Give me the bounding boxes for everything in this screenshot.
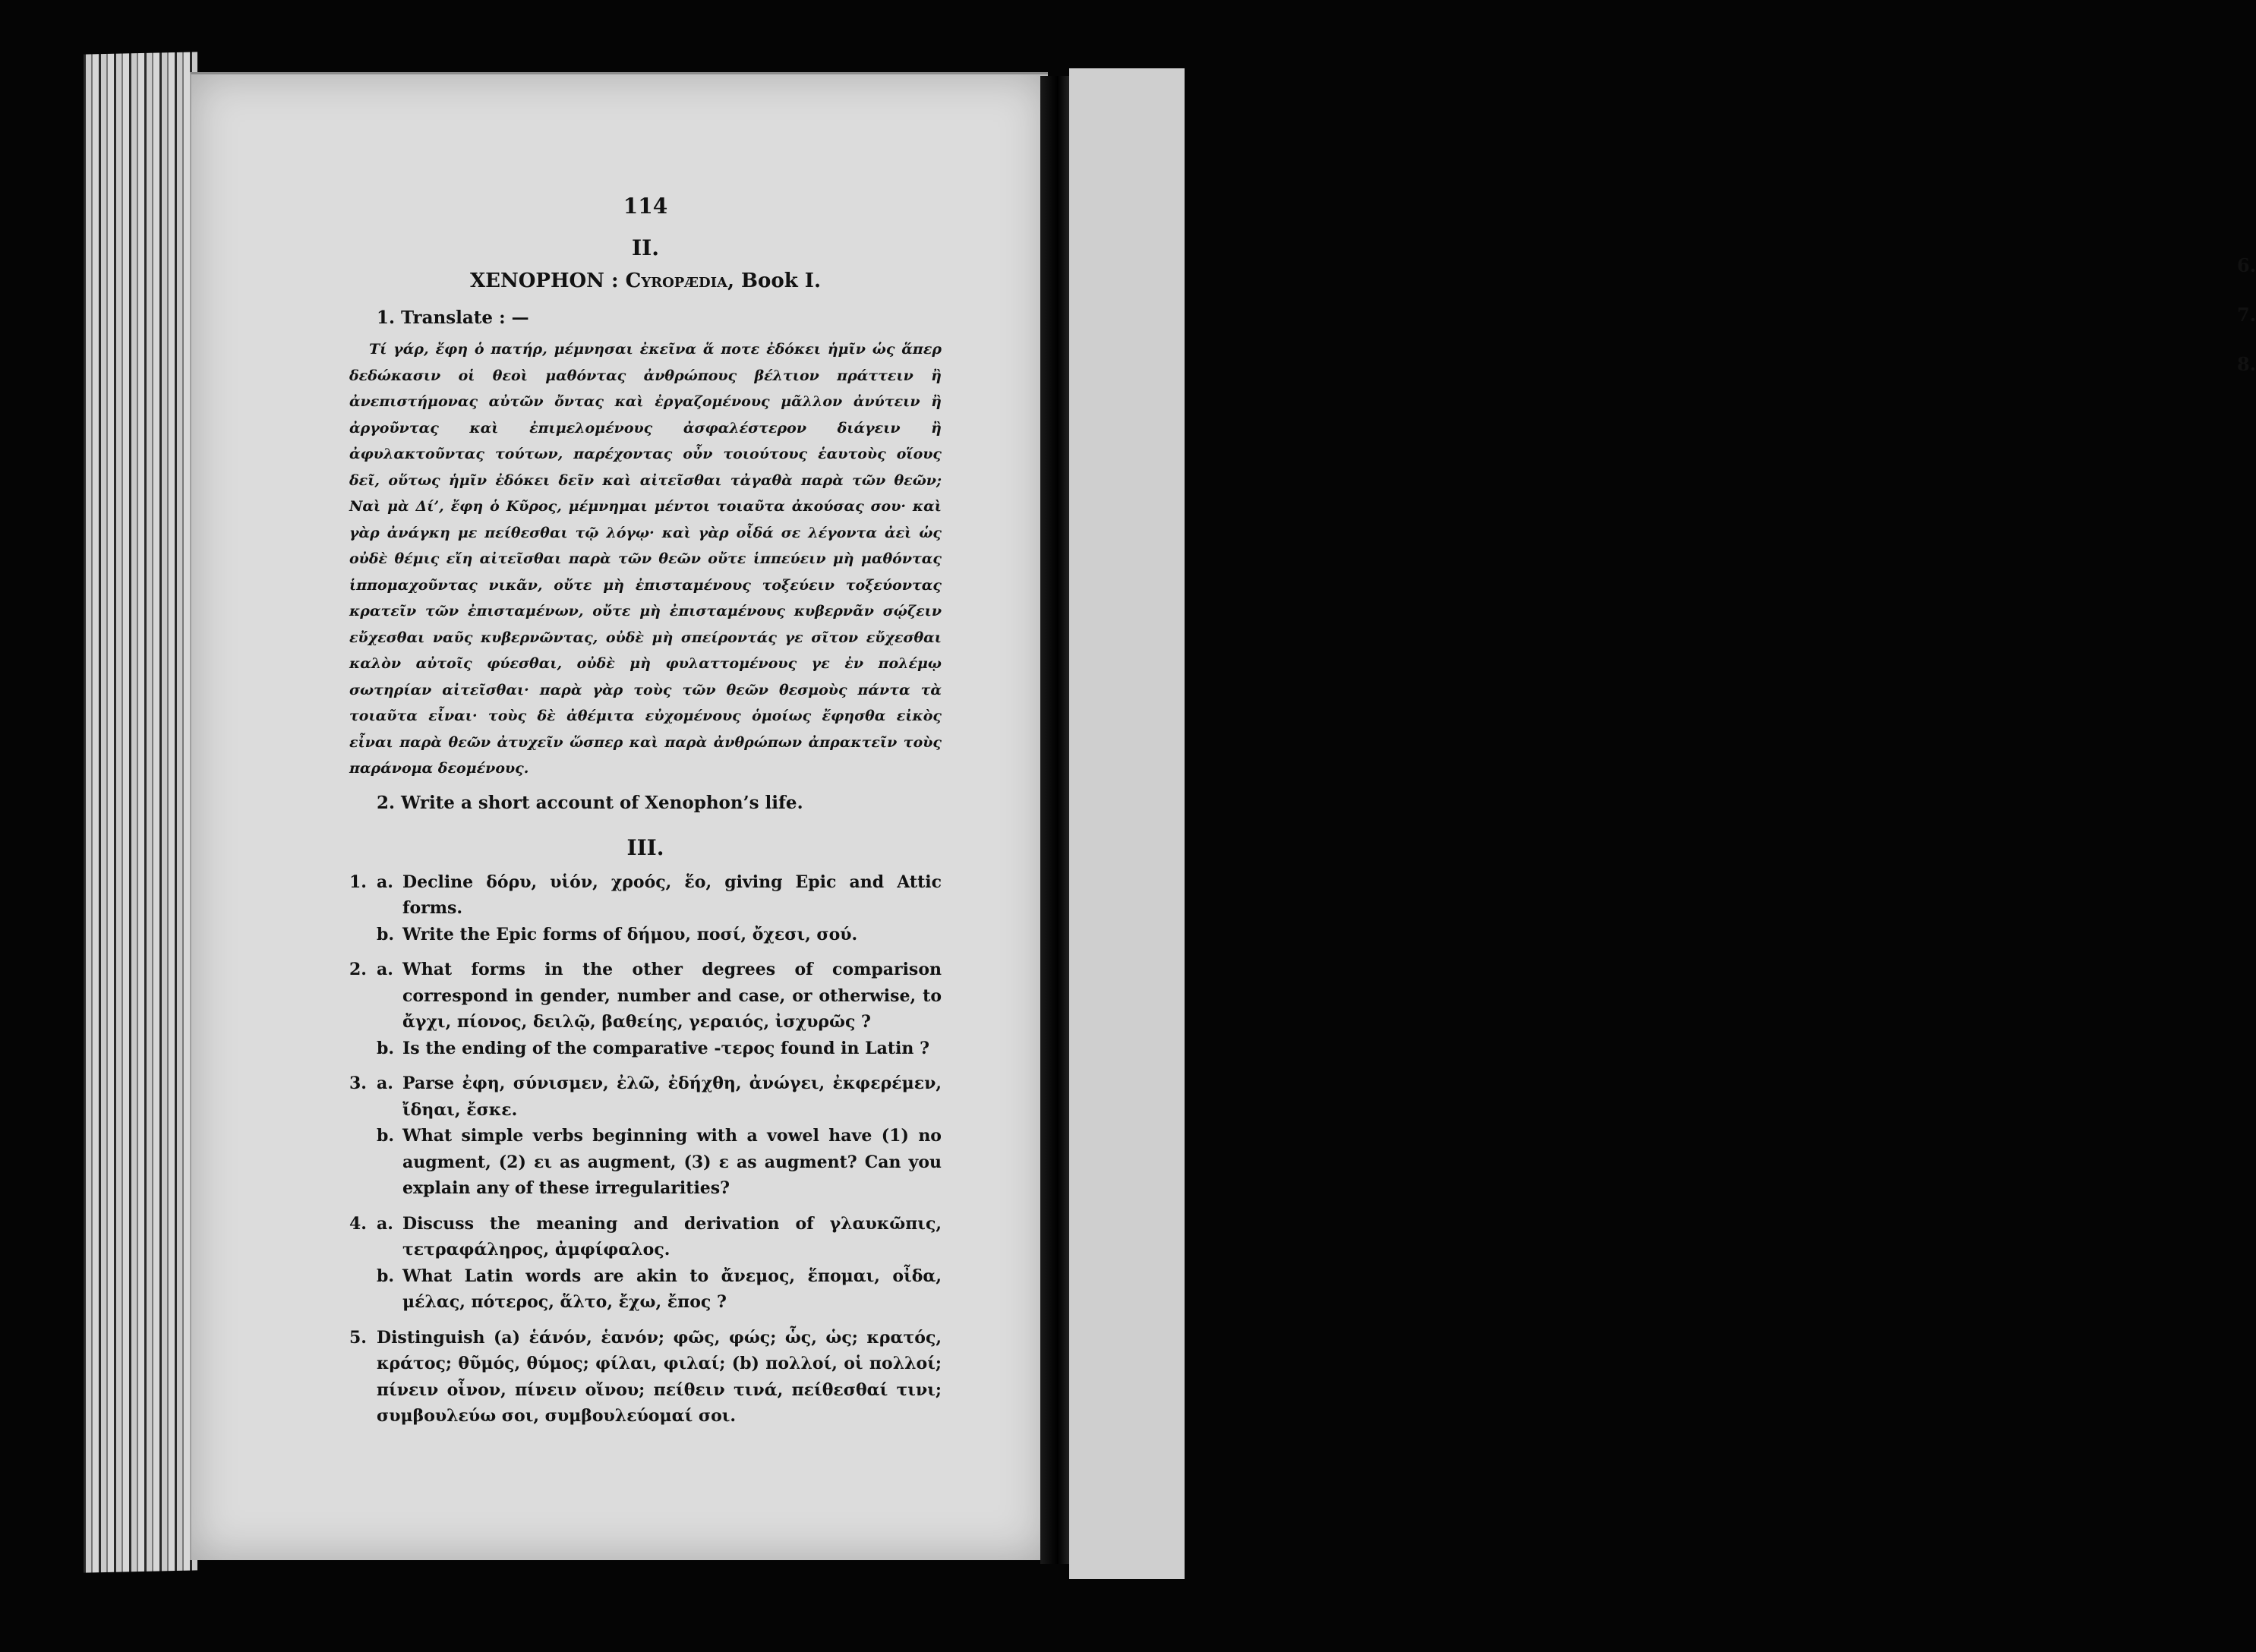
- item-text: Parse ἐφη, σύνισμεν, ἐλῶ, ἐδήχθη, ἀνώγει, ἐκφερέμεν, ἴδηαι, ἔσκε.: [402, 1073, 942, 1120]
- question-text: Write a short account of Xenophon’s life.: [401, 792, 803, 813]
- greek-passage: Τί γάρ, ἔφη ὁ πατήρ, μέμνησαι ἐκεῖνα ἅ ποτε ἐδόκει ἡμῖν ὡς ἅπερ δεδώκασιν οἱ θεοὶ μαθόντας ἀνθρώπους βέλτιον πράττειν ἢ ἀνεπιστήμονας αὐτῶν ὄντας καὶ ἐργαζομένους μᾶλλον ἀνύτειν ἢ ἀργοῦντας καὶ ἐπιμελομένους ἀσφαλέστερον διάγειν ἢ ἀφυλακτοῦντας τούτων, παρέχοντας οὖν τοιούτους ἑαυτοὺς οἵους δεῖ, οὕτως ἡμῖν ἐδόκει δεῖν καὶ αἰτεῖσθαι τἀγαθὰ παρὰ τῶν θεῶν; Ναὶ μὰ Δί’, ἔφη ὁ Κῦρος, μέμνημαι μέντοι τοιαῦτα ἀκούσας σου· καὶ γὰρ ἀνάγκη με πείθεσθαι τῷ λόγῳ· καὶ γὰρ οἶδά σε λέγοντα ἀεὶ ὡς οὐδὲ θέμις εἴη αἰτεῖσθαι παρὰ τῶν θεῶν οὔτε ἱππεύειν μὴ μαθόντας ἱππομαχοῦντας νικᾶν, οὔτε μὴ ἐπισταμένους τοξεύειν τοξεύοντας κρατεῖν τῶν ἐπισταμένων, οὔτε μὴ ἐπισταμένους κυβερνᾶν σῴζειν εὔχεσθαι ναῦς κυβερνῶντας, οὐδὲ μὴ σπείροντάς γε σῖτον εὔχεσθαι καλὸν αὐτοῖς φύεσθαι, οὐδὲ μὴ φυλαττομένους γε ἐν πολέμῳ σωτηρίαν αἰτεῖσθαι· παρὰ γὰρ τοὺς τῶν θεῶν θεσμοὺς πάντα τὰ τοιαῦτα εἶναι· τοὺς δὲ ἀθέμιτα εὐχομένους ὁμοίως ἔφησθα εἰκὸς εἶναι παρὰ θεῶν ἀτυχεῖν ὥσπερ καὶ παρὰ ἀνθρώπων ἀπρακτεῖν τοὺς παράνομα δεομένους.: [349, 341, 942, 777]
- item-number: [349, 922, 377, 948]
- item-number: 4.: [349, 1213, 367, 1234]
- question-item: [349, 1036, 942, 1062]
- item-text: Is the ending of the comparative -τερος found in Latin ?: [402, 1038, 929, 1058]
- book-spine: [1040, 76, 1069, 1564]
- facing-page-number-6: 6.: [2237, 254, 2256, 276]
- question-number: 1.: [377, 307, 396, 328]
- item-number: [349, 1036, 377, 1062]
- question-item: [349, 957, 942, 1036]
- facing-page-number-7: 7.: [2237, 304, 2256, 326]
- item-number: 2.: [349, 960, 367, 979]
- heading-book: , Book I.: [727, 270, 821, 292]
- item-number: [349, 1123, 377, 1202]
- item-text: Distinguish (a) ἑάνόν, ἑανόν; φῶς, φώς; ὧς, ὡς; κρατός, κράτος; θῦμός, θύμος; φίλαι, φιλαί; (b) πολλοί, οἱ πολλοί; πίνειν οἶνον, πίνειν οἴνου; πείθειν τινά, πείθεσθαί τινι; συμβουλεύω σοι, συμβουλεύομαί σοι.: [377, 1327, 942, 1426]
- item-number: 3.: [349, 1073, 367, 1093]
- heading-author: XENOPHON :: [469, 270, 626, 292]
- item-letter: a.: [377, 1213, 393, 1234]
- section-two-heading: [349, 270, 942, 292]
- page-number: 114: [623, 194, 668, 219]
- question-item: [349, 1263, 942, 1316]
- page-content: [349, 194, 942, 1430]
- item-text: What Latin words are akin to ἄνεμος, ἕπομαι, οἶδα, μέλας, πότερος, ἅλτο, ἔχω, ἔπος ?: [402, 1266, 942, 1312]
- question-number: 2.: [377, 792, 396, 813]
- question-item: [349, 1070, 942, 1123]
- item-number: 1.: [349, 872, 367, 892]
- facing-page: [1069, 68, 2256, 1579]
- section-two-numeral: II.: [632, 235, 659, 260]
- book-page-edges: [84, 52, 197, 1572]
- heading-work: Cyropædia: [625, 270, 727, 292]
- item-number: [349, 1263, 377, 1316]
- item-letter: b.: [377, 1038, 395, 1058]
- item-letter: a.: [377, 872, 393, 892]
- item-text: Discuss the meaning and derivation of γλαυκῶπις, τετραφάληρος, ἀμφίφαλος.: [402, 1213, 942, 1259]
- question-item: [349, 869, 942, 922]
- question-text: Translate : —: [401, 307, 529, 328]
- item-letter: b.: [377, 1126, 395, 1146]
- item-letter: b.: [377, 1266, 395, 1286]
- item-letter: b.: [377, 924, 395, 944]
- question-item: [349, 1325, 942, 1430]
- item-text: What forms in the other degrees of comparison correspond in gender, number and case, or otherwise, to ἄγχι, πίονος, δειλῷ, βαθείης, γεραιός, ἰσχυρῶς ?: [402, 960, 942, 1032]
- question-item: [349, 922, 942, 948]
- item-text: Decline δόρυ, υἱόν, χροός, ἕο, giving Epic and Attic forms.: [402, 872, 942, 918]
- section-three-numeral: III.: [626, 834, 664, 860]
- item-letter: a.: [377, 960, 393, 979]
- question-item: [349, 1211, 942, 1263]
- item-number: 5.: [349, 1327, 367, 1348]
- question-xenophon-life: [349, 790, 942, 817]
- item-text: What simple verbs beginning with a vowel have (1) no augment, (2) ει as augment, (3) ε as augment? Can you explain any of these irregularities?: [402, 1126, 942, 1198]
- facing-page-number-8: 8.: [2237, 353, 2256, 375]
- question-translate: [349, 304, 942, 332]
- item-letter: a.: [377, 1073, 393, 1093]
- question-item: [349, 1123, 942, 1202]
- item-text: Write the Epic forms of δήμου, ποσί, ὄχεσι, σού.: [402, 924, 858, 944]
